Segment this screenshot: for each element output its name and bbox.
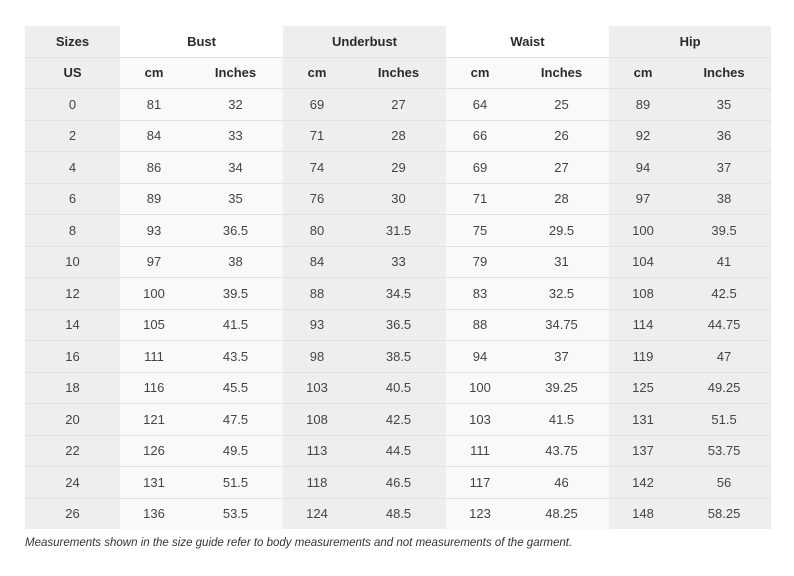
cell-underbust-cm: 84 [283, 246, 351, 278]
cell-bust-inches: 53.5 [188, 498, 283, 529]
cell-size-us: 6 [25, 183, 120, 215]
cell-bust-cm: 81 [120, 89, 188, 121]
size-rows [25, 89, 771, 530]
cell-underbust-inches: 34.5 [351, 278, 446, 310]
cell-hip-cm: 89 [609, 89, 677, 121]
cell-bust-inches: 34 [188, 152, 283, 184]
cell-hip-inches: 42.5 [677, 278, 771, 310]
cell-underbust-inches: 27 [351, 89, 446, 121]
group-header-row [25, 26, 771, 57]
cell-waist-inches: 48.25 [514, 498, 609, 529]
cell-size-us: 2 [25, 120, 120, 152]
cell-underbust-cm: 118 [283, 467, 351, 499]
cell-waist-inches: 41.5 [514, 404, 609, 436]
cell-hip-cm: 97 [609, 183, 677, 215]
cell-waist-cm: 123 [446, 498, 514, 529]
cell-size-us: 4 [25, 152, 120, 184]
table-row [25, 467, 771, 499]
table-row [25, 404, 771, 436]
cell-bust-inches: 41.5 [188, 309, 283, 341]
cell-bust-inches: 38 [188, 246, 283, 278]
table-row [25, 152, 771, 184]
cell-hip-inches: 37 [677, 152, 771, 184]
cell-waist-cm: 64 [446, 89, 514, 121]
cell-size-us: 8 [25, 215, 120, 247]
cell-size-us: 24 [25, 467, 120, 499]
cell-size-us: 26 [25, 498, 120, 529]
cell-hip-cm: 125 [609, 372, 677, 404]
cell-underbust-cm: 93 [283, 309, 351, 341]
cell-hip-inches: 56 [677, 467, 771, 499]
cell-hip-cm: 94 [609, 152, 677, 184]
cell-bust-cm: 86 [120, 152, 188, 184]
cell-hip-cm: 100 [609, 215, 677, 247]
cell-waist-inches: 46 [514, 467, 609, 499]
size-chart-table [25, 26, 771, 529]
cell-waist-cm: 94 [446, 341, 514, 373]
cell-waist-inches: 26 [514, 120, 609, 152]
cell-waist-cm: 88 [446, 309, 514, 341]
cell-waist-inches: 27 [514, 152, 609, 184]
cell-bust-cm: 131 [120, 467, 188, 499]
subheader-underbust-inches: Inches [351, 57, 446, 89]
cell-underbust-inches: 42.5 [351, 404, 446, 436]
footnote: Measurements shown in the size guide refer to body measurements and not measurements of the garment. [25, 537, 573, 549]
table-row [25, 498, 771, 529]
cell-size-us: 16 [25, 341, 120, 373]
table-row [25, 89, 771, 121]
cell-hip-inches: 38 [677, 183, 771, 215]
cell-hip-inches: 35 [677, 89, 771, 121]
cell-waist-cm: 79 [446, 246, 514, 278]
cell-bust-cm: 89 [120, 183, 188, 215]
cell-underbust-inches: 29 [351, 152, 446, 184]
cell-underbust-cm: 69 [283, 89, 351, 121]
cell-hip-inches: 39.5 [677, 215, 771, 247]
cell-hip-inches: 44.75 [677, 309, 771, 341]
cell-size-us: 14 [25, 309, 120, 341]
cell-hip-inches: 47 [677, 341, 771, 373]
cell-hip-cm: 142 [609, 467, 677, 499]
subheader-underbust-cm: cm [283, 57, 351, 89]
cell-waist-cm: 103 [446, 404, 514, 436]
cell-bust-inches: 47.5 [188, 404, 283, 436]
cell-underbust-inches: 46.5 [351, 467, 446, 499]
cell-waist-cm: 69 [446, 152, 514, 184]
cell-hip-cm: 104 [609, 246, 677, 278]
cell-hip-cm: 137 [609, 435, 677, 467]
cell-waist-inches: 31 [514, 246, 609, 278]
cell-bust-inches: 43.5 [188, 341, 283, 373]
cell-size-us: 0 [25, 89, 120, 121]
cell-hip-inches: 58.25 [677, 498, 771, 529]
cell-waist-inches: 34.75 [514, 309, 609, 341]
cell-hip-cm: 114 [609, 309, 677, 341]
cell-underbust-cm: 103 [283, 372, 351, 404]
cell-bust-inches: 51.5 [188, 467, 283, 499]
cell-underbust-cm: 71 [283, 120, 351, 152]
table-row [25, 246, 771, 278]
unit-header-row [25, 57, 771, 89]
cell-underbust-cm: 74 [283, 152, 351, 184]
cell-hip-inches: 36 [677, 120, 771, 152]
table-row [25, 120, 771, 152]
cell-bust-cm: 126 [120, 435, 188, 467]
cell-underbust-inches: 38.5 [351, 341, 446, 373]
table-row [25, 309, 771, 341]
table-row [25, 372, 771, 404]
cell-underbust-inches: 33 [351, 246, 446, 278]
subheader-bust-inches: Inches [188, 57, 283, 89]
subheader-hip-inches: Inches [677, 57, 771, 89]
cell-bust-inches: 32 [188, 89, 283, 121]
table-row [25, 278, 771, 310]
cell-waist-cm: 117 [446, 467, 514, 499]
subheader-waist-cm: cm [446, 57, 514, 89]
cell-waist-inches: 32.5 [514, 278, 609, 310]
cell-bust-inches: 45.5 [188, 372, 283, 404]
cell-underbust-cm: 108 [283, 404, 351, 436]
cell-underbust-cm: 80 [283, 215, 351, 247]
cell-hip-cm: 119 [609, 341, 677, 373]
cell-hip-cm: 108 [609, 278, 677, 310]
cell-waist-cm: 66 [446, 120, 514, 152]
cell-underbust-inches: 40.5 [351, 372, 446, 404]
header-waist: Waist [446, 26, 609, 57]
header-hip: Hip [609, 26, 771, 57]
cell-hip-cm: 131 [609, 404, 677, 436]
cell-waist-inches: 37 [514, 341, 609, 373]
cell-underbust-cm: 76 [283, 183, 351, 215]
cell-hip-inches: 53.75 [677, 435, 771, 467]
cell-hip-inches: 49.25 [677, 372, 771, 404]
header-sizes: Sizes [25, 26, 120, 57]
cell-size-us: 10 [25, 246, 120, 278]
cell-bust-inches: 39.5 [188, 278, 283, 310]
cell-waist-cm: 111 [446, 435, 514, 467]
cell-underbust-cm: 88 [283, 278, 351, 310]
cell-bust-inches: 33 [188, 120, 283, 152]
cell-waist-cm: 71 [446, 183, 514, 215]
table-row [25, 183, 771, 215]
cell-waist-inches: 28 [514, 183, 609, 215]
cell-bust-cm: 116 [120, 372, 188, 404]
table-row [25, 341, 771, 373]
cell-underbust-cm: 113 [283, 435, 351, 467]
cell-waist-cm: 75 [446, 215, 514, 247]
cell-bust-inches: 35 [188, 183, 283, 215]
cell-size-us: 12 [25, 278, 120, 310]
cell-waist-cm: 83 [446, 278, 514, 310]
subheader-bust-cm: cm [120, 57, 188, 89]
cell-bust-cm: 136 [120, 498, 188, 529]
cell-bust-inches: 49.5 [188, 435, 283, 467]
cell-bust-cm: 121 [120, 404, 188, 436]
cell-hip-cm: 148 [609, 498, 677, 529]
cell-underbust-cm: 124 [283, 498, 351, 529]
cell-underbust-cm: 98 [283, 341, 351, 373]
cell-hip-cm: 92 [609, 120, 677, 152]
cell-bust-cm: 100 [120, 278, 188, 310]
cell-bust-cm: 93 [120, 215, 188, 247]
cell-size-us: 18 [25, 372, 120, 404]
cell-bust-cm: 111 [120, 341, 188, 373]
table-row [25, 435, 771, 467]
cell-underbust-inches: 31.5 [351, 215, 446, 247]
cell-bust-inches: 36.5 [188, 215, 283, 247]
cell-waist-cm: 100 [446, 372, 514, 404]
table-row [25, 215, 771, 247]
cell-size-us: 22 [25, 435, 120, 467]
subheader-hip-cm: cm [609, 57, 677, 89]
cell-underbust-inches: 48.5 [351, 498, 446, 529]
header-bust: Bust [120, 26, 283, 57]
subheader-us: US [25, 57, 120, 89]
cell-bust-cm: 84 [120, 120, 188, 152]
cell-waist-inches: 25 [514, 89, 609, 121]
cell-waist-inches: 29.5 [514, 215, 609, 247]
cell-underbust-inches: 28 [351, 120, 446, 152]
cell-underbust-inches: 30 [351, 183, 446, 215]
subheader-waist-inches: Inches [514, 57, 609, 89]
cell-bust-cm: 105 [120, 309, 188, 341]
cell-waist-inches: 43.75 [514, 435, 609, 467]
cell-underbust-inches: 44.5 [351, 435, 446, 467]
cell-hip-inches: 41 [677, 246, 771, 278]
header-underbust: Underbust [283, 26, 446, 57]
cell-size-us: 20 [25, 404, 120, 436]
cell-hip-inches: 51.5 [677, 404, 771, 436]
cell-waist-inches: 39.25 [514, 372, 609, 404]
cell-bust-cm: 97 [120, 246, 188, 278]
cell-underbust-inches: 36.5 [351, 309, 446, 341]
